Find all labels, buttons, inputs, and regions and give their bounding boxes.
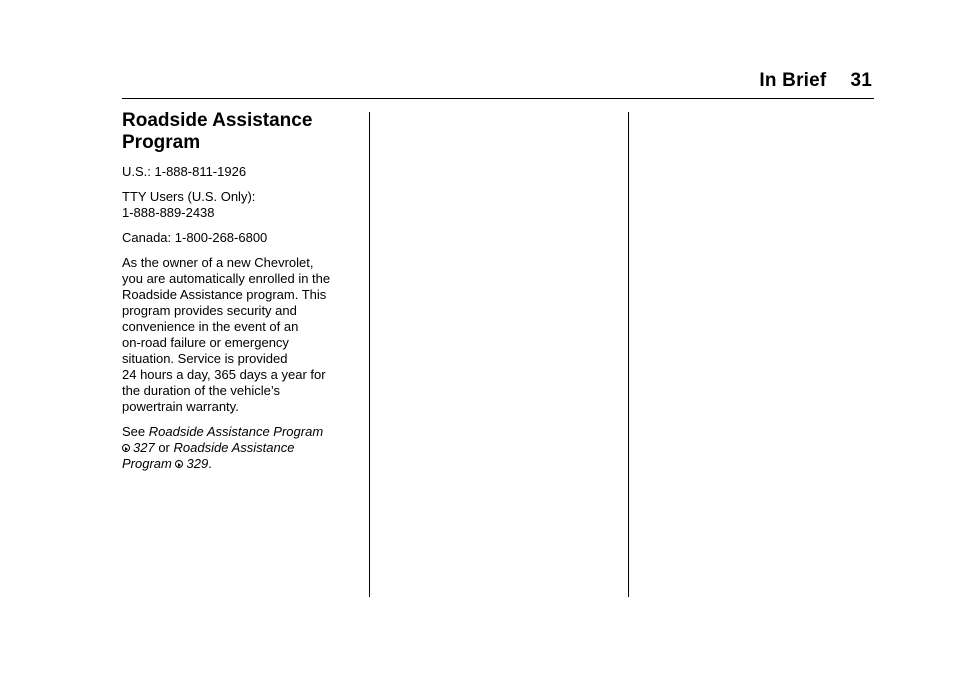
body-line: As the owner of a new Chevrolet, (122, 255, 314, 270)
body-line: situation. Service is provided (122, 351, 288, 366)
tty-number: 1-888-889-2438 (122, 205, 215, 220)
column-divider-2 (628, 112, 629, 597)
left-column (122, 110, 360, 481)
see-also-line-2 (122, 440, 360, 456)
us-phone (122, 164, 360, 180)
running-header-section: In Brief (759, 70, 827, 91)
page-header (759, 70, 872, 92)
or-word: or (158, 440, 170, 455)
body-paragraph (122, 255, 360, 415)
page-number: 31 (850, 70, 872, 91)
body-line: the duration of the vehicle’s (122, 383, 281, 398)
tty-label: TTY Users (U.S. Only): (122, 189, 256, 204)
body-line: on-road failure or emergency (122, 335, 289, 350)
section-title-line: Program (122, 132, 201, 153)
body-line: powertrain warranty. (122, 399, 239, 414)
end-punctuation: . (208, 456, 212, 471)
ref-link-page-1[interactable]: 327 (133, 440, 155, 455)
body-line: 24 hours a day, 365 days a year for (122, 367, 326, 382)
ref-link-title-2[interactable]: Roadside Assistance (173, 440, 295, 455)
section-title (122, 110, 360, 154)
ref-link-title-1[interactable]: Roadside Assistance Program (148, 424, 324, 439)
body-line: convenience in the event of an (122, 319, 299, 334)
us-phone-text: U.S.: 1-888-811-1926 (122, 164, 247, 179)
ref-link-title-2-cont[interactable]: Program (122, 456, 172, 471)
column-divider-1 (369, 112, 370, 597)
see-also-paragraph (122, 424, 360, 472)
body-line: program provides security and (122, 303, 297, 318)
section-title-line: Roadside Assistance (122, 110, 313, 131)
header-rule (122, 98, 874, 99)
body-line: you are automatically enrolled in the (122, 271, 331, 286)
body-line: Roadside Assistance program. This (122, 287, 327, 302)
canada-phone (122, 230, 360, 246)
page-reference-arrow-icon (175, 460, 183, 468)
tty-phone (122, 189, 360, 221)
see-also-line-1 (122, 424, 360, 440)
ref-link-page-2[interactable]: 329 (186, 456, 209, 471)
see-also-line-3 (122, 456, 360, 472)
see-word: See (122, 424, 146, 439)
page-reference-arrow-icon (122, 444, 130, 452)
canada-phone-text: Canada: 1-800-268-6800 (122, 230, 268, 245)
